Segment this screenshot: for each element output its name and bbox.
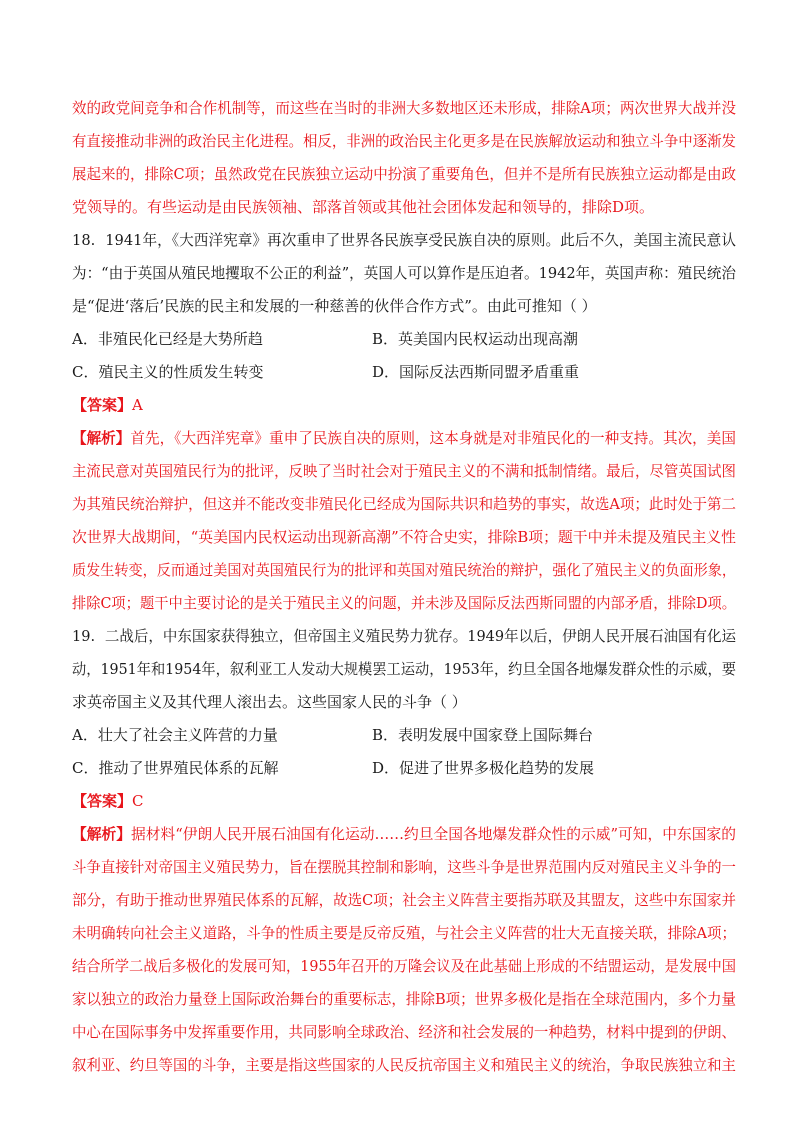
- prev-analysis-line-4: 党领导的。有些运动是由民族领袖、部落首领或其他社会团体发起和领导的，排除D项。: [72, 198, 655, 216]
- prev-analysis-line-1: 效的政党间竞争和合作机制等，而这些在当时的非洲大多数地区还未形成，排除A项；两次世界大战并没: [72, 99, 737, 117]
- q19-stem-line-3: 求英帝国主义及其代理人滚出去。这些国家人民的斗争（ ）: [72, 693, 467, 711]
- q19-option-d: D．促进了世界多极化趋势的发展: [372, 759, 595, 777]
- q18-analysis-line-2: 主流民意对英国殖民行为的批评，反映了当时社会对于殖民主义的不满和抵制情绪。最后，尽管英国试图: [72, 462, 737, 480]
- q19-analysis-tag: 【解析】: [72, 825, 132, 843]
- q19-answer-value: C: [132, 792, 144, 810]
- q19-analysis-line-3: 部分，有助于推动世界殖民体系的瓦解，故选C项；社会主义阵营主要指苏联及其盟友，这些中东国家并: [72, 891, 736, 909]
- q18-number: 18.: [72, 231, 96, 249]
- q18-answer-tag: 【答案】: [72, 396, 133, 414]
- q19-number: 19.: [72, 627, 96, 645]
- q18-option-d: D．国际反法西斯同盟矛盾重重: [372, 363, 580, 381]
- q19-analysis-line-4: 未明确转向社会主义道路，斗争的性质主要是反帝反殖，与社会主义阵营的壮大无直接关联，排除A项；: [72, 924, 737, 942]
- q18-analysis-tag: 【解析】: [72, 429, 131, 447]
- q19-answer-tag: 【答案】: [72, 792, 133, 810]
- q18-answer: [72, 391, 143, 419]
- q19-analysis-line-5: 结合所学二战后多极化的发展可知，1955年召开的万隆会议及在此基础上形成的不结盟运动，是发展中国: [72, 957, 736, 975]
- q19-analysis-line-8: 叙利亚、约旦等国的斗争，主要是指这些国家的人民反抗帝国主义和殖民主义的统治，争取民族独立和主: [72, 1056, 737, 1074]
- q18-option-a: A．非殖民化已经是大势所趋: [72, 330, 263, 348]
- q18-stem-line-1: 18. 1941年，《大西洋宪章》再次重申了世界各民族享受民族自决的原则。此后不久，美国主流民意认: [72, 226, 736, 254]
- q18-stem-line-2: 为：“由于英国从殖民地攫取不公正的利益”，英国人可以算作是压迫者。1942年，英国声称：殖民统治: [72, 264, 736, 282]
- q19-analysis-line-7: 中心在国际事务中发挥重要作用，共同影响全球政治、经济和社会发展的一种趋势，材料中提到的伊朗、: [72, 1023, 737, 1041]
- prev-analysis-line-3: 展起来的，排除C项；虽然政党在民族独立运动中扮演了重要角色，但并不是所有民族独立运动都是由政: [72, 165, 736, 183]
- q18-analysis-line-5: 质发生转变，反而通过美国对英国殖民行为的批评和英国对殖民统治的辩护，强化了殖民主义的负面形象，: [72, 561, 736, 579]
- q18-analysis-line-1: 【解析】首先，《大西洋宪章》重申了民族自决的原则，这本身就是对非殖民化的一种支持。其次，美国: [72, 429, 736, 447]
- q19-option-c: C．推动了世界殖民体系的瓦解: [72, 759, 279, 777]
- q18-analysis-line-6: 排除C项；题干中主要讨论的是关于殖民主义的问题，并未涉及国际反法西斯同盟的内部矛盾，排除D项。: [72, 594, 737, 612]
- q19-answer: [72, 787, 144, 815]
- q18-option-c: C．殖民主义的性质发生转变: [72, 363, 264, 381]
- q18-analysis-line-4: 次世界大战期间，“英美国内民权运动出现新高潮”不符合史实，排除B项；题干中并未提及殖民主义性: [72, 528, 736, 546]
- q18-analysis-line-3: 为其殖民统治辩护，但这并不能改变非殖民化已经成为国际共识和趋势的事实，故选A项；此时处于第二: [72, 495, 737, 513]
- q18-answer-value: A: [132, 396, 143, 414]
- q18-stem-line-3: 是“促进‘落后’民族的民主和发展的一种慈善的伙伴合作方式”。由此可推知（ ）: [72, 297, 597, 315]
- q19-option-b: B．表明发展中国家登上国际舞台: [372, 726, 594, 744]
- q19-analysis-line-1: 【解析】据材料“伊朗人民开展石油国有化运动……约旦全国各地爆发群众性的示威”可知，中东国家的: [72, 825, 737, 843]
- q19-option-a: A．壮大了社会主义阵营的力量: [72, 726, 278, 744]
- q19-analysis-line-2: 斗争直接针对帝国主义殖民势力，旨在摆脱其控制和影响，这些斗争是世界范围内反对殖民主义斗争的一: [72, 858, 737, 876]
- prev-analysis-line-2: 有直接推动非洲的政治民主化进程。相反，非洲的政治民主化更多是在民族解放运动和独立斗争中逐渐发: [72, 132, 737, 150]
- q18-option-b: B．英美国内民权运动出现高潮: [372, 330, 579, 348]
- q19-stem-line-2: 动，1951年和1954年，叙利亚工人发动大规模罢工运动，1953年，约旦全国各地爆发群众性的示威，要: [72, 660, 736, 678]
- q19-stem-line-1: 19. 二战后，中东国家获得独立，但帝国主义殖民势力犹存。1949年以后，伊朗人民开展石油国有化运: [72, 622, 736, 650]
- q19-analysis-line-6: 家以独立的政治力量登上国际政治舞台的重要标志，排除B项；世界多极化是指在全球范围内，多个力量: [72, 990, 737, 1008]
